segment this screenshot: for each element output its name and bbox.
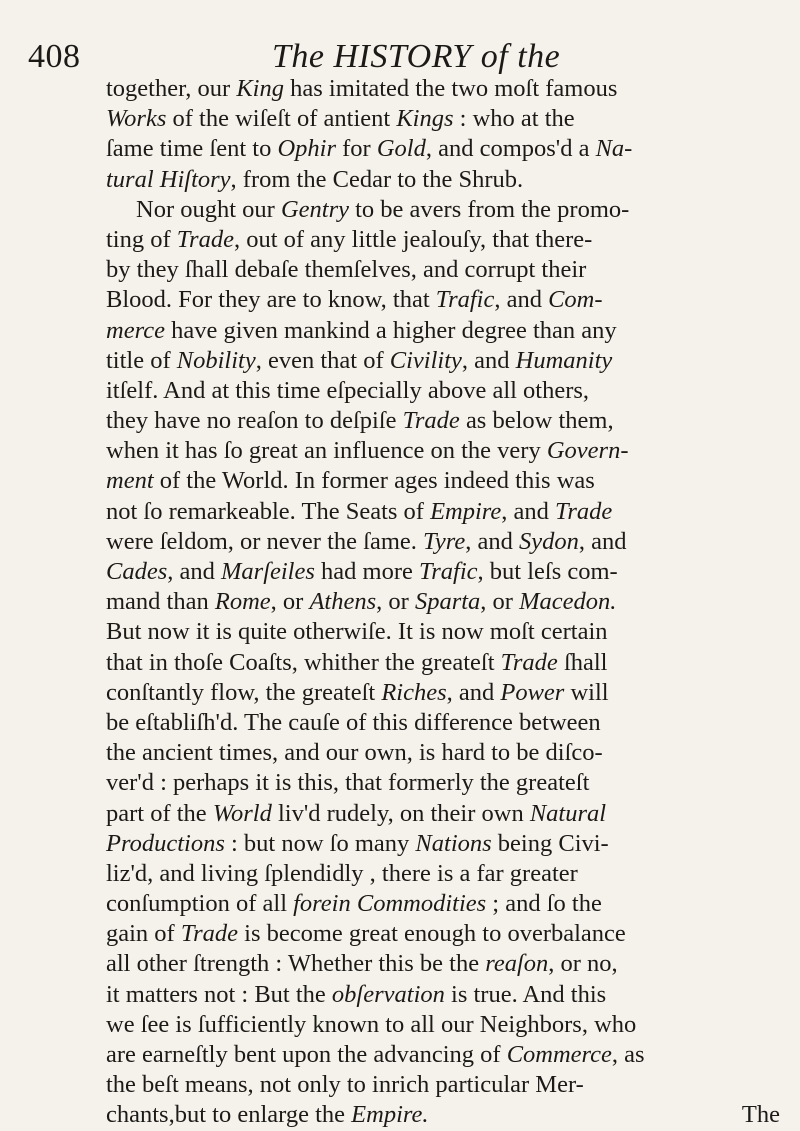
text-line <box>106 1100 786 1130</box>
text-line <box>106 859 786 889</box>
text-run: , or <box>376 588 415 616</box>
text-line <box>106 768 786 798</box>
text-run: , out of any little jealouſy, that there- <box>233 225 593 253</box>
text-line <box>106 919 786 949</box>
text-line <box>106 708 786 738</box>
text-line <box>106 587 786 617</box>
text-run: : but now ſo many <box>224 829 416 857</box>
text-run: chants,but to enlarge the <box>106 1101 352 1129</box>
italic-run: Empire. <box>351 1101 429 1129</box>
text-run: be eſtabliſh'd. The cauſe of this difference between <box>106 708 601 736</box>
text-run: had more <box>314 558 419 585</box>
italic-run: Govern- <box>546 437 629 465</box>
text-line <box>106 980 786 1010</box>
text-run: , or no, <box>548 950 618 978</box>
italic-run: Nations <box>415 829 492 857</box>
text-line <box>106 74 786 104</box>
text-run: liv'd rudely, on their own <box>271 799 530 827</box>
text-line <box>106 738 786 768</box>
text-run: part of the <box>106 799 213 827</box>
italic-run: Sydon <box>518 527 579 555</box>
italic-run: Trade <box>402 407 460 435</box>
text-run: , and <box>167 558 221 585</box>
text-run: , or <box>480 588 520 616</box>
text-line <box>106 1040 786 1070</box>
text-run: we ſee is ſufficiently known to all our Neighbors, who <box>106 1010 637 1038</box>
body-text <box>106 74 786 1131</box>
italic-run: Trafic <box>435 286 495 314</box>
text-run: they have no reaſon to deſpiſe <box>106 407 403 435</box>
text-run: , and <box>461 346 516 374</box>
text-line <box>106 285 786 315</box>
text-run: that in thoſe Coaſts, whither the greateſt <box>106 648 501 676</box>
text-line <box>106 165 786 195</box>
italic-run: Commerce <box>506 1041 612 1068</box>
text-line <box>106 1010 786 1040</box>
italic-run: Com- <box>548 286 603 314</box>
text-run: are earneſtly bent upon the advancing of <box>106 1041 507 1068</box>
italic-run: Riches <box>381 678 447 706</box>
text-run: gain of <box>106 920 181 948</box>
text-run: liz'd, and living ſplendidly , there is a far greater <box>106 859 578 887</box>
text-run: ver'd : perhaps it is this, that formerly the greateſt <box>106 769 590 797</box>
italic-run: obſervation <box>331 980 445 1008</box>
italic-run: Empire <box>430 497 502 525</box>
text-line <box>106 406 786 436</box>
text-run: to be avers from the promo- <box>349 195 630 223</box>
text-run: is true. And this <box>444 980 607 1008</box>
text-run: , from the Cedar to the Shrub. <box>230 165 524 193</box>
running-title: The HISTORY of the <box>272 38 561 75</box>
text-run: mand than <box>106 588 215 616</box>
text-line <box>106 648 786 678</box>
text-run: conſtantly flow, the greateſt <box>106 678 382 706</box>
text-run: when it has ſo great an influence on the very <box>106 437 547 465</box>
italic-run: forein Commodities <box>293 890 487 918</box>
italic-run: Ophir <box>277 135 336 163</box>
text-run: not ſo remarkeable. The Seats of <box>106 497 431 525</box>
text-run: , even that of <box>255 346 390 374</box>
italic-run: World <box>212 799 272 827</box>
text-run: Nor ought our <box>136 195 281 223</box>
text-run: , and compos'd a <box>425 135 596 163</box>
text-line <box>106 316 786 346</box>
text-run: , and <box>465 527 519 555</box>
text-run: as below them, <box>459 407 614 435</box>
text-line <box>106 557 786 587</box>
text-run: being Civi- <box>491 829 609 857</box>
italic-run: Trade <box>500 648 558 676</box>
page-number: 408 <box>28 38 81 75</box>
text-line <box>106 1070 786 1100</box>
italic-run: ment <box>106 467 154 495</box>
text-line <box>106 617 786 647</box>
text-run: But now it is quite otherwiſe. It is now moſt certain <box>106 618 608 646</box>
text-run: of the World. In former ages indeed this was <box>153 467 595 495</box>
italic-run: Tyre <box>423 527 466 555</box>
text-run: , or <box>270 588 310 616</box>
text-run: ; and ſo the <box>486 890 602 918</box>
italic-run: Productions <box>106 829 225 857</box>
italic-run: Natural <box>529 799 607 827</box>
catchword: The <box>741 1101 780 1129</box>
text-line <box>106 889 786 919</box>
text-run: ſhall <box>557 648 608 676</box>
text-run: ting of <box>106 225 177 253</box>
text-run: the beſt means, not only to inrich particular Mer- <box>106 1071 584 1099</box>
text-run: will <box>564 678 609 706</box>
italic-run: Cades <box>106 558 168 585</box>
italic-run: Civility <box>389 346 462 374</box>
text-run: , as <box>611 1041 645 1068</box>
text-run: , and <box>578 527 627 555</box>
text-line <box>106 799 786 829</box>
text-run: , but leſs com- <box>477 558 618 585</box>
italic-run: Gold <box>376 135 426 163</box>
italic-run: reaſon <box>485 950 549 978</box>
italic-run: Kings <box>396 105 454 133</box>
italic-run: Athens <box>309 588 377 616</box>
italic-run: Power <box>500 678 565 706</box>
text-run: ſame time ſent to <box>106 135 278 163</box>
italic-run: merce <box>106 316 165 344</box>
italic-run: Macedon. <box>519 588 617 616</box>
text-line <box>106 527 786 557</box>
text-line <box>106 497 786 527</box>
text-line <box>106 949 786 979</box>
text-line <box>106 466 786 496</box>
text-run: : who at the <box>453 105 575 133</box>
text-run: all other ſtrength : Whether this be the <box>106 950 486 978</box>
text-run: title of <box>106 346 177 374</box>
text-run: were ſeldom, or never the ſame. <box>106 527 424 555</box>
text-run: of the wiſeſt of antient <box>166 105 397 133</box>
text-run: have given mankind a higher degree than any <box>164 316 617 344</box>
text-run: for <box>336 135 377 163</box>
italic-run: Trade <box>555 497 613 525</box>
text-run: is become great enough to overbalance <box>238 920 626 948</box>
text-run: by they ſhall debaſe themſelves, and corrupt their <box>106 256 587 284</box>
text-line <box>106 829 786 859</box>
text-line <box>106 134 786 164</box>
text-line <box>106 678 786 708</box>
text-line <box>106 255 786 285</box>
italic-run: Nobility <box>176 346 256 374</box>
text-run: has imitated the two moſt famous <box>283 75 618 102</box>
text-line <box>106 376 786 406</box>
italic-run: tural Hiſtory <box>106 165 231 193</box>
text-run: itſelf. And at this time eſpecially above all others, <box>106 376 590 404</box>
italic-run: King <box>236 75 284 102</box>
italic-run: Rome <box>214 588 271 616</box>
italic-run: Trade <box>180 920 239 948</box>
text-line <box>106 225 786 255</box>
text-run: , and <box>446 678 501 706</box>
italic-run: Gentry <box>280 195 349 223</box>
text-run: the ancient times, and our own, is hard to be diſco- <box>106 739 603 767</box>
italic-run: Trafic <box>419 558 478 585</box>
italic-run: Trade <box>176 225 234 253</box>
text-run: , and <box>494 286 549 314</box>
italic-run: Sparta <box>414 588 481 616</box>
text-line <box>106 346 786 376</box>
text-line <box>106 195 786 225</box>
italic-run: Humanity <box>515 346 613 374</box>
italic-run: Na- <box>595 135 633 163</box>
text-run: it matters not : But the <box>106 980 332 1008</box>
italic-run: Works <box>106 105 167 133</box>
text-run: Blood. For they are to know, that <box>106 286 436 314</box>
text-run: conſumption of all <box>106 890 294 918</box>
italic-run: Marſeiles <box>221 558 315 585</box>
text-line <box>106 436 786 466</box>
text-run: , and <box>501 497 556 525</box>
text-line <box>106 104 786 134</box>
text-run: together, our <box>106 75 237 102</box>
